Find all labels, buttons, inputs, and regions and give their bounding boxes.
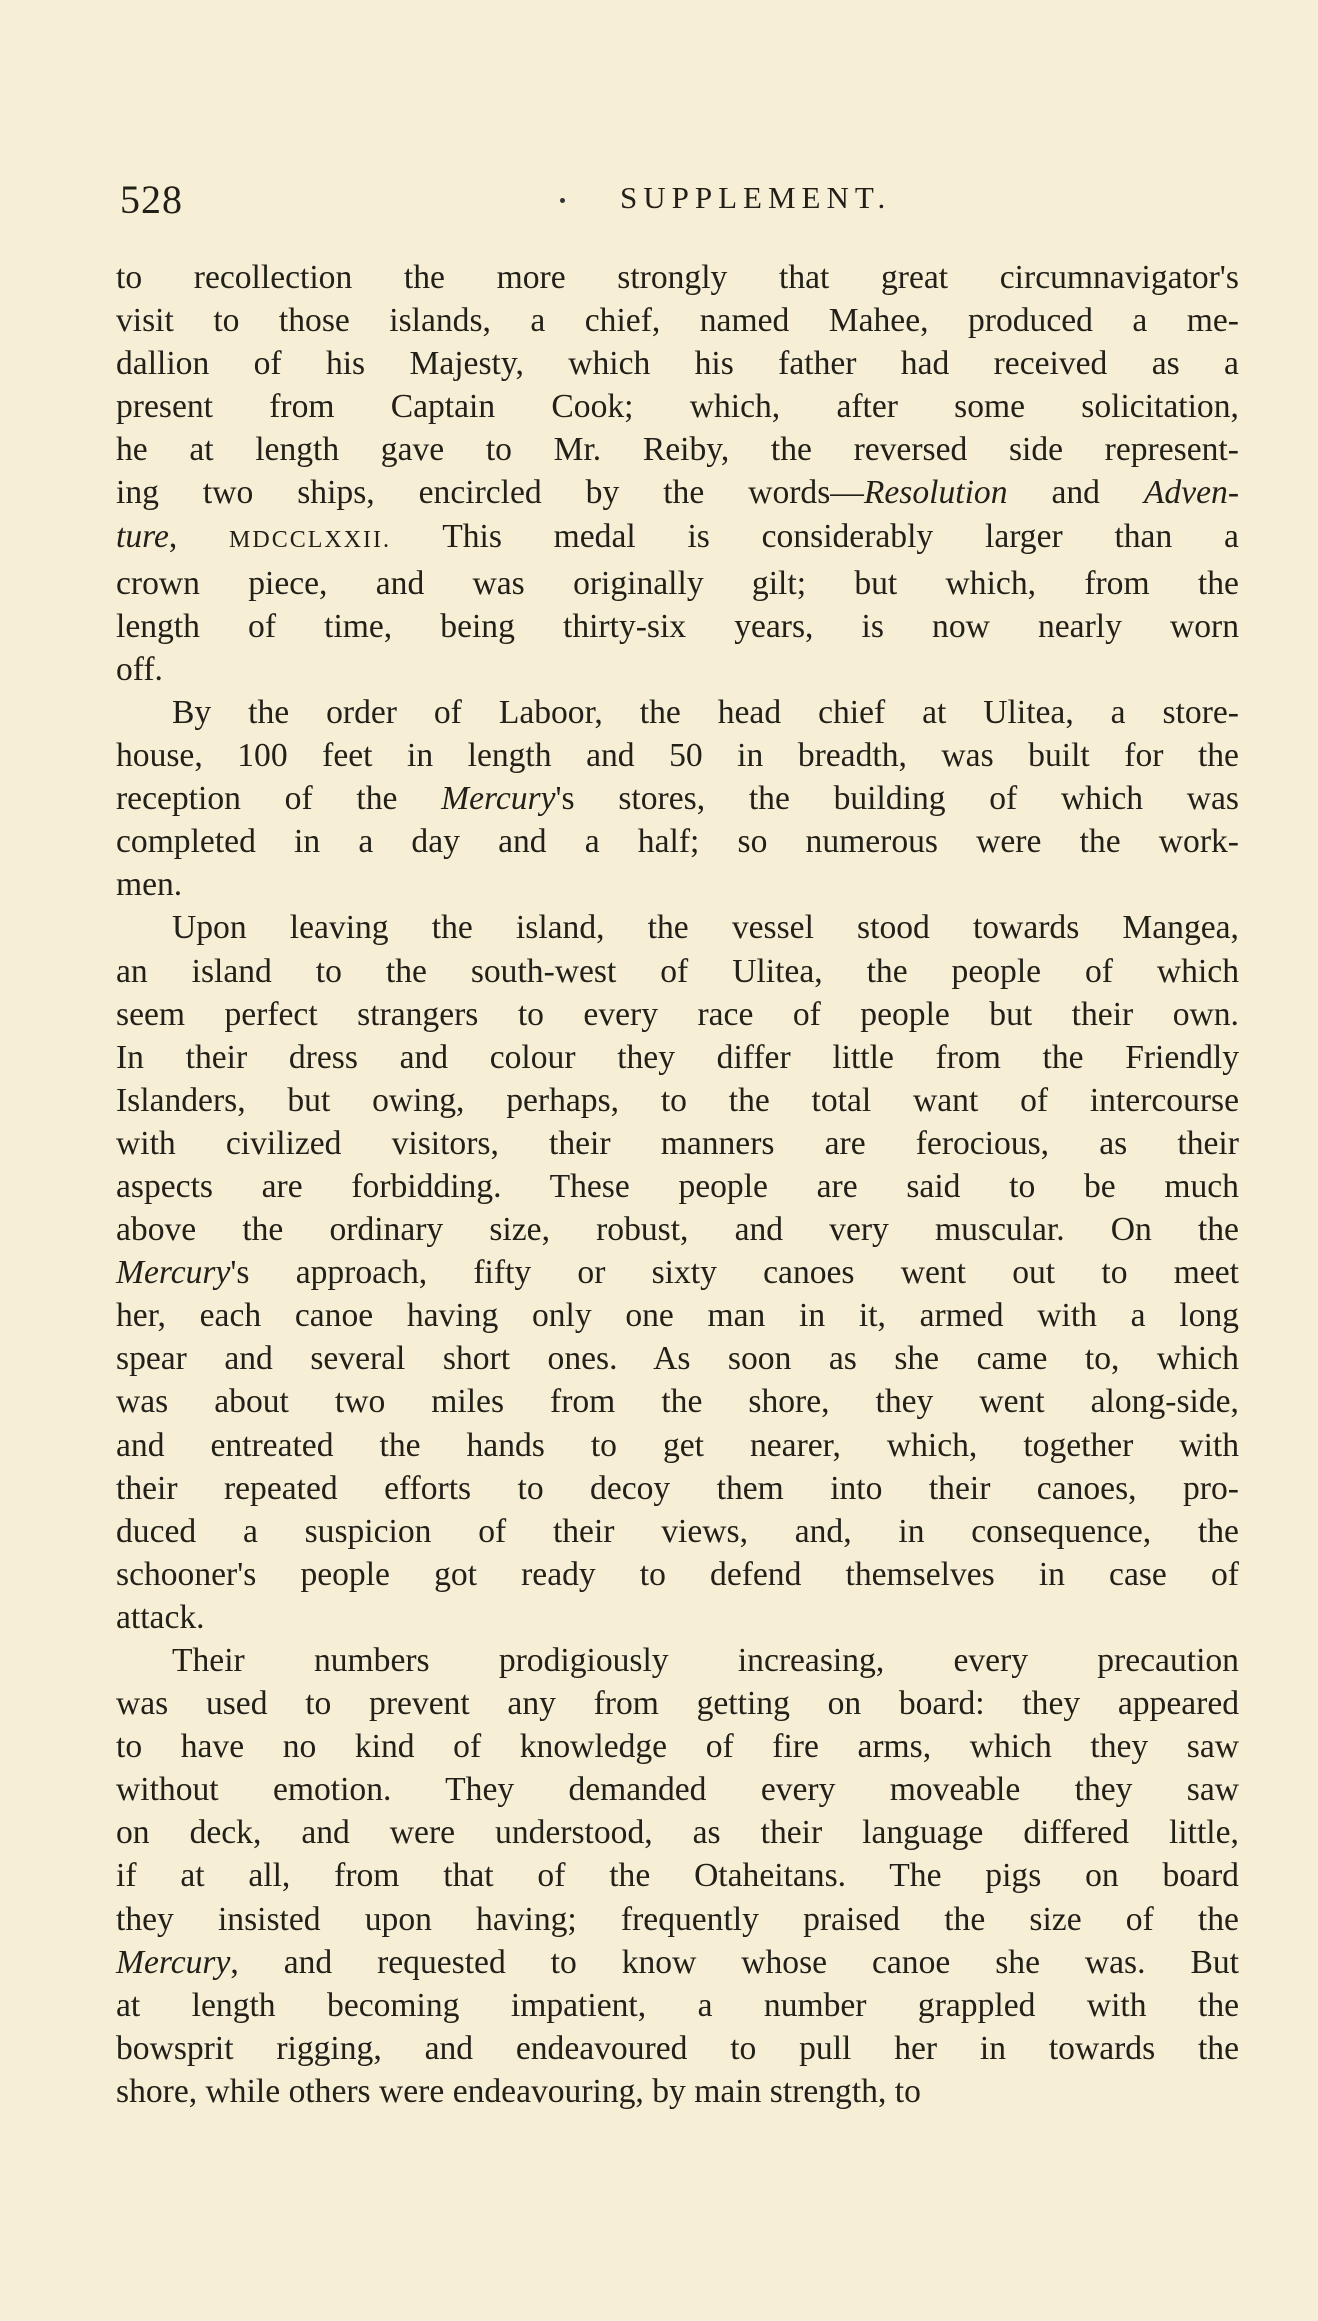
page-header: [120, 176, 1240, 226]
text-line: an island to the south-west of Ulitea, the people of which: [116, 952, 1239, 990]
text-line: Islanders, but owing, perhaps, to the total want of intercourse: [116, 1081, 1240, 1119]
text-line: they insisted upon having; frequently praised the size of the: [116, 1900, 1239, 1938]
text-line: was used to prevent any from getting on board: they appeared: [116, 1685, 1240, 1723]
text-line: length of time, being thirty-six years, is now nearly worn: [116, 607, 1239, 645]
text-line: if at all, from that of the Otaheitans. The pigs on board: [116, 1857, 1239, 1895]
text-line: on deck, and were understood, as their language differed little,: [116, 1814, 1239, 1852]
header-dot: [560, 198, 565, 203]
text-line: to have no kind of knowledge of fire arms, which they saw: [116, 1728, 1240, 1766]
text-line: schooner's people got ready to defend themselves in case of: [116, 1555, 1239, 1593]
text-line: In their dress and colour they differ little from the Friendly: [116, 1038, 1239, 1076]
text-line: house, 100 feet in length and 50 in breadth, was built for the: [116, 737, 1239, 775]
text-line: and entreated the hands to get nearer, which, together with: [116, 1426, 1240, 1464]
text-line: off.: [116, 650, 163, 688]
text-line: her, each canoe having only one man in it, armed with a long: [116, 1297, 1239, 1335]
text-line: men.: [116, 866, 183, 904]
text-line: to recollection the more strongly that great circumnavigator's: [116, 259, 1239, 296]
running-head: SUPPLEMENT.: [620, 180, 892, 215]
text-line: attack.: [116, 1598, 205, 1636]
text-line: By the order of Laboor, the head chief at Ulitea, a store-: [172, 693, 1239, 731]
text-line: shore, while others were endeavouring, by main strength, to: [116, 2072, 921, 2110]
text-line: ture, MDCCLXXII. This medal is considerably larger than a: [116, 517, 1239, 555]
text-line: above the ordinary size, robust, and very muscular. On the: [116, 1211, 1239, 1249]
text-line: he at length gave to Mr. Reiby, the reversed side represent-: [116, 431, 1239, 469]
text-line: present from Captain Cook; which, after some solicitation,: [116, 388, 1239, 426]
text-line: at length becoming impatient, a number grappled with the: [116, 1986, 1240, 2024]
text-line: visit to those islands, a chief, named Mahee, produced a me-: [116, 302, 1239, 340]
paragraph: [116, 906, 1239, 1639]
text-line: Their numbers prodigiously increasing, every precaution: [172, 1642, 1239, 1679]
text-line: completed in a day and a half; so numerous were the work-: [116, 823, 1239, 861]
paragraph: [116, 1639, 1239, 2113]
text-line: was about two miles from the shore, they went along-side,: [116, 1383, 1239, 1421]
page-number: 528: [120, 177, 183, 222]
text-line: dallion of his Majesty, which his father had received as a: [116, 345, 1239, 383]
text-line: crown piece, and was originally gilt; but which, from the: [116, 564, 1239, 602]
text-line: Upon leaving the island, the vessel stood towards Mangea,: [172, 909, 1239, 947]
text-line: Mercury's approach, fifty or sixty canoes went out to meet: [116, 1254, 1239, 1292]
body-text: [116, 256, 1239, 2113]
paragraph: [116, 691, 1239, 906]
text-line: reception of the Mercury's stores, the building of which was: [116, 780, 1240, 818]
text-line: without emotion. They demanded every moveable they saw: [116, 1771, 1240, 1809]
text-line: ing two ships, encircled by the words—Resolution and Adven-: [116, 474, 1239, 512]
text-line: seem perfect strangers to every race of people but their own.: [116, 995, 1239, 1033]
text-line: spear and several short ones. As soon as she came to, which: [116, 1340, 1239, 1378]
text-line: their repeated efforts to decoy them into their canoes, pro-: [116, 1469, 1239, 1507]
paragraph: [116, 256, 1239, 691]
text-line: bowsprit rigging, and endeavoured to pull her in towards the: [116, 2029, 1239, 2067]
text-line: duced a suspicion of their views, and, in consequence, the: [116, 1512, 1239, 1550]
text-line: with civilized visitors, their manners are ferocious, as their: [116, 1124, 1239, 1162]
text-line: aspects are forbidding. These people are said to be much: [116, 1167, 1239, 1205]
text-line: Mercury, and requested to know whose canoe she was. But: [116, 1943, 1239, 1981]
